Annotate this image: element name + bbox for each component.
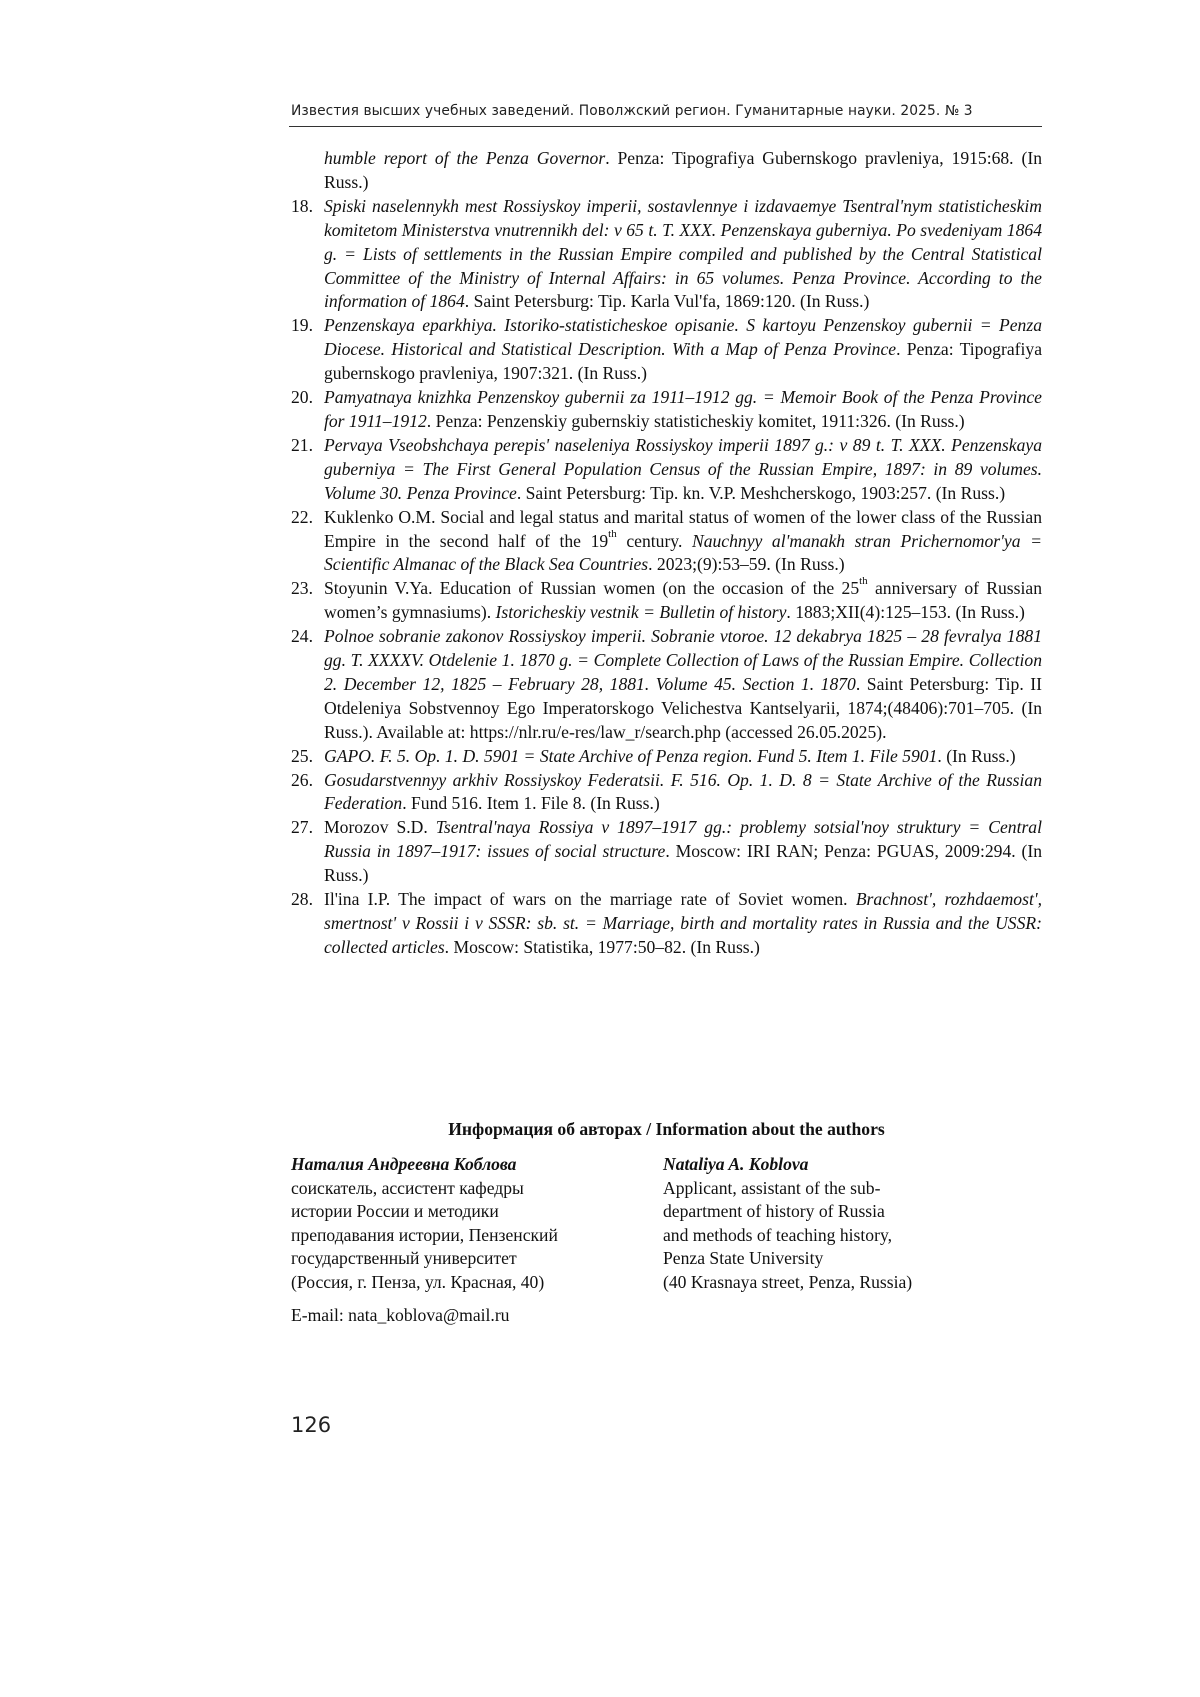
reference-publication-details: . (In Russ.) [937,745,1016,766]
author-info-en [663,1153,1033,1294]
reference-publication-details: . Moscow: Statistika, 1977:50–82. (In Russ.) [444,936,760,957]
author-address-line: (Россия, г. Пенза, ул. Красная, 40) [291,1271,545,1292]
reference-text [324,315,1042,383]
author-affiliation-line: department of history of Russia [663,1201,885,1221]
running-header: Известия высших учебных заведений. Поволжский регион. Гуманитарные науки. 2025. № 3 [291,103,973,119]
reference-source-title: Polnoe sobranie zakonov Rossiyskoy imperii. Sobranie vtoroe. 12 dekabrya 1825 – 28 fevralya 1881 gg. T. XXXXV. Otdelenie 1. 1870 g. = Complete Collection of Laws of the Russian Empire. Collection 2. December 12, 1825 – February 28, 1881. Volume 45. Section 1. 1870 [324,626,1042,694]
reference-number: 24. [291,626,313,647]
reference-text [324,507,1042,575]
author-affiliation-line: соискатель, ассистент кафедры [291,1177,524,1198]
reference-source-title: humble report of the Penza Governor [324,148,606,168]
reference-number: 19. [291,315,313,336]
reference-text [324,626,1042,742]
authors-heading: Информация об авторах / Information about the authors [448,1119,885,1139]
reference-superscript: th [859,575,868,588]
reference-item [291,195,1042,315]
reference-publication-details: . Saint Petersburg: Tip. Karla Vul'fa, 1869:120. (In Russ.) [464,291,870,312]
reference-item [291,625,1042,745]
reference-number: 27. [291,817,313,838]
header-rule [289,126,1042,127]
reference-publication-details: . Moscow: IRI RAN; Penza: PGUAS, 2009:294. (In Russ.) [324,841,1042,886]
author-affiliation-line: истории России и методики [291,1201,499,1221]
reference-authors: Kuklenko O.M. Social and legal status and marital status of women of the lower class of the Russian Empire in the second half of the 19 [324,506,1042,551]
reference-item [291,577,1042,625]
reference-publication-details: . Saint Petersburg: Tip. II Otdeleniya Sobstvennoy Ego Imperatorskogo Velichestva Kantselyarii, 1874;(48406):701–705. (In Russ.). Available at: https://nlr.ru/e-res/law_r/search.php (accessed 26.05.2025). [324,673,1042,742]
reference-number: 23. [291,578,313,599]
author-name-ru: Наталия Андреевна Коблова [291,1154,517,1174]
reference-publication-details: . Fund 516. Item 1. File 8. (In Russ.) [402,793,660,814]
reference-authors: Il'ina I.P. The impact of wars on the marriage rate of Soviet women. [324,889,856,910]
reference-text [324,148,1042,192]
author-affiliation-line: and methods of teaching history, [663,1224,892,1245]
reference-text [324,817,1042,885]
author-name-en: Nataliya A. Koblova [663,1154,809,1174]
author-affiliation-line: преподавания истории, Пензенский [291,1224,558,1245]
reference-text [324,435,1042,503]
reference-source-title: Tsentral'naya Rossiya v 1897–1917 gg.: problemy sotsial'noy struktury = Central Russia in 1897–1917: issues of social structure [324,817,1042,862]
reference-item [291,314,1042,386]
reference-source-title: GAPO. F. 5. Op. 1. D. 5901 = State Archive of Penza region. Fund 5. Item 1. File 5901 [324,745,938,766]
reference-number: 18. [291,195,313,216]
reference-title: century. [616,530,692,551]
reference-list [291,147,1042,960]
reference-item [291,888,1042,960]
reference-source-title: Nauchnyy al'manakh stran Prichernomor'ya = Scientific Almanac of the Black Sea Countries [324,530,1042,575]
reference-source-title: Brachnost', rozhdaemost', smertnost' v Rossii i v SSSR: sb. st. = Marriage, birth and mortality rates in Russia and the USSR: collected articles [324,889,1042,957]
reference-text [324,770,1042,814]
reference-source-title: Pamyatnaya knizhka Penzenskoy gubernii za 1911–1912 gg. = Memoir Book of the Penza Province for 1911–1912 [324,387,1042,431]
author-email: E-mail: nata_koblova@mail.ru [291,1305,510,1325]
reference-item [291,434,1042,506]
page-number: 126 [291,1413,332,1437]
reference-publication-details: . Penza: Penzenskiy gubernskiy statisticheskiy komitet, 1911:326. (In Russ.) [426,410,965,431]
reference-item [291,745,1042,769]
reference-publication-details: . 2023;(9):53–59. (In Russ.) [648,554,845,575]
author-affiliation-line: Penza State University [663,1248,824,1268]
author-address-line: (40 Krasnaya street, Penza, Russia) [663,1271,913,1292]
reference-text [324,387,1042,431]
reference-source-title: Pervaya Vseobshchaya perepis' naseleniya Rossiyskoy imperii 1897 g.: v 89 t. T. XXX. Penzenskaya guberniya = The First General Population Census of the Russian Empire, 1897: in 89 volumes. Volume 30. Penza Province [324,434,1042,503]
reference-item [291,147,1042,195]
reference-authors: Stoyunin V.Ya. Education of Russian women (on the occasion of the 25 [324,578,860,599]
reference-source-title: Spiski naselennykh mest Rossiyskoy imperii, sostavlennye i izdavaemye Tsentral'nym statisticheskim komitetom Ministerstva vnutrennikh del: v 65 t. T. XXX. Penzenskaya guberniya. Po svedeniyam 1864 g. = Lists of settlements in the Russian Empire compiled and published by the Central Statistical Committee of the Ministry of Internal Affairs: in 65 volumes. Penza Province. According to the information of 1864 [324,195,1042,312]
reference-text [324,196,1042,312]
author-affiliation-line: государственный университет [291,1248,517,1268]
reference-number: 28. [291,889,313,910]
reference-item [291,816,1042,888]
reference-number: 22. [291,506,313,527]
reference-number: 20. [291,387,313,408]
author-affiliation-line: Applicant, assistant of the sub- [663,1177,881,1198]
reference-item [291,506,1042,578]
reference-text [324,575,1042,623]
reference-source-title: Istoricheskiy vestnik = Bulletin of history [495,602,787,623]
reference-text [324,889,1042,957]
reference-number: 25. [291,745,313,766]
reference-number: 26. [291,769,313,790]
reference-publication-details: . 1883;XII(4):125–153. (In Russ.) [786,602,1025,623]
reference-item [291,769,1042,817]
reference-superscript: th [608,527,617,540]
reference-publication-details: . Penza: Tipografiya Gubernskogo pravleniya, 1915:68. (In Russ.) [324,148,1042,192]
reference-number: 21. [291,434,313,455]
reference-authors: Morozov S.D. [324,817,436,838]
reference-item [291,386,1042,434]
reference-source-title: Gosudarstvennyy arkhiv Rossiyskoy Federatsii. F. 516. Op. 1. D. 8 = State Archive of the Russian Federation [324,769,1042,814]
author-info-ru [291,1153,631,1294]
reference-title: anniversary of Russian women’s gymnasiums). [324,578,1042,623]
reference-publication-details: . Saint Petersburg: Tip. kn. V.P. Meshcherskogo, 1903:257. (In Russ.) [516,482,1006,503]
reference-text [324,746,1016,766]
reference-publication-details: . Penza: Tipografiya gubernskogo pravleniya, 1907:321. (In Russ.) [324,339,1042,384]
reference-source-title: Penzenskaya eparkhiya. Istoriko-statisticheskoe opisanie. S kartoyu Penzenskoy gubernii = Penza Diocese. Historical and Statistical Description. With a Map of Penza Province [324,315,1042,360]
